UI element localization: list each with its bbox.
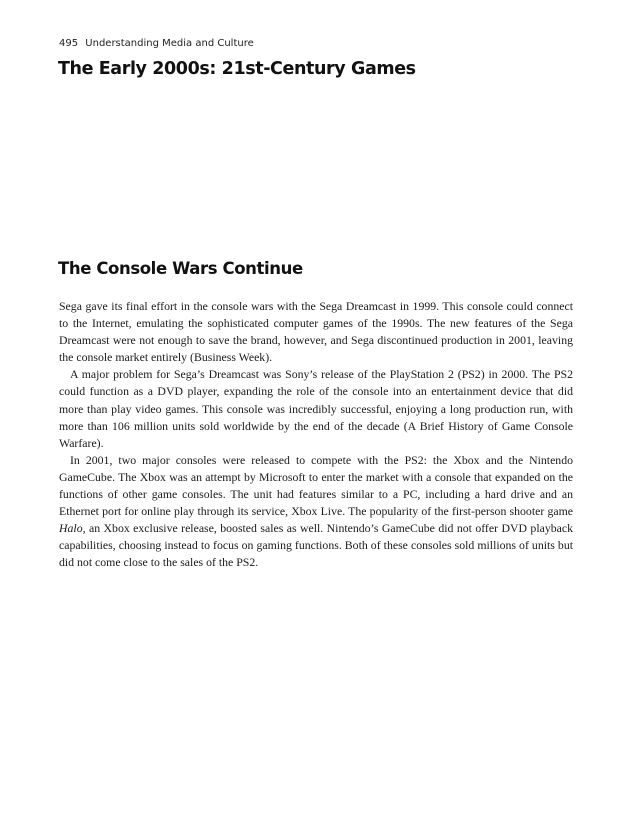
paragraph-3: [59, 452, 573, 572]
chapter-title: The Early 2000s: 21st-Century Games: [58, 59, 416, 79]
paragraph-3-part-2: , an Xbox exclusive release, boosted sales as well. Nintendo’s GameCube did not offer DVD playback capabilities, choosing instead to focus on gaming functions. Both of these consoles sold millions of units but did not come close to the sales of the PS2.: [59, 521, 573, 570]
game-title-halo: Halo: [59, 521, 83, 536]
paragraph-1: Sega gave its final effort in the console wars with the Sega Dreamcast in 1999. This console could connect to the Internet, emulating the sophisticated computer games of the 1990s. The new features of the Sega Dreamcast were not enough to save the brand, however, and Sega discontinued production in 2001, leaving the console market entirely (Business Week).: [59, 299, 573, 365]
book-title: Understanding Media and Culture: [85, 38, 254, 49]
running-header: [59, 38, 254, 49]
paragraph-3-part-1: In 2001, two major consoles were released to compete with the PS2: the Xbox and the Nintendo GameCube. The Xbox was an attempt by Microsoft to enter the market with a console that expanded on the functions of other game consoles. The unit had features similar to a PC, including a hard drive and an Ethernet port for online play through its service, Xbox Live. The popularity of the first-person shooter game: [59, 452, 573, 519]
page-number: 495: [59, 38, 79, 49]
body-text: [59, 298, 573, 572]
paragraph-2: A major problem for Sega’s Dreamcast was Sony’s release of the PlayStation 2 (PS2) in 2000. The PS2 could function as a DVD player, expanding the role of the console into an entertainment device that did more than play video games. This console was incredibly successful, enjoying a long production run, with more than 106 million units sold worldwide by the end of the decade (A Brief History of Game Console Warfare).: [59, 367, 573, 450]
section-title: The Console Wars Continue: [58, 259, 303, 278]
